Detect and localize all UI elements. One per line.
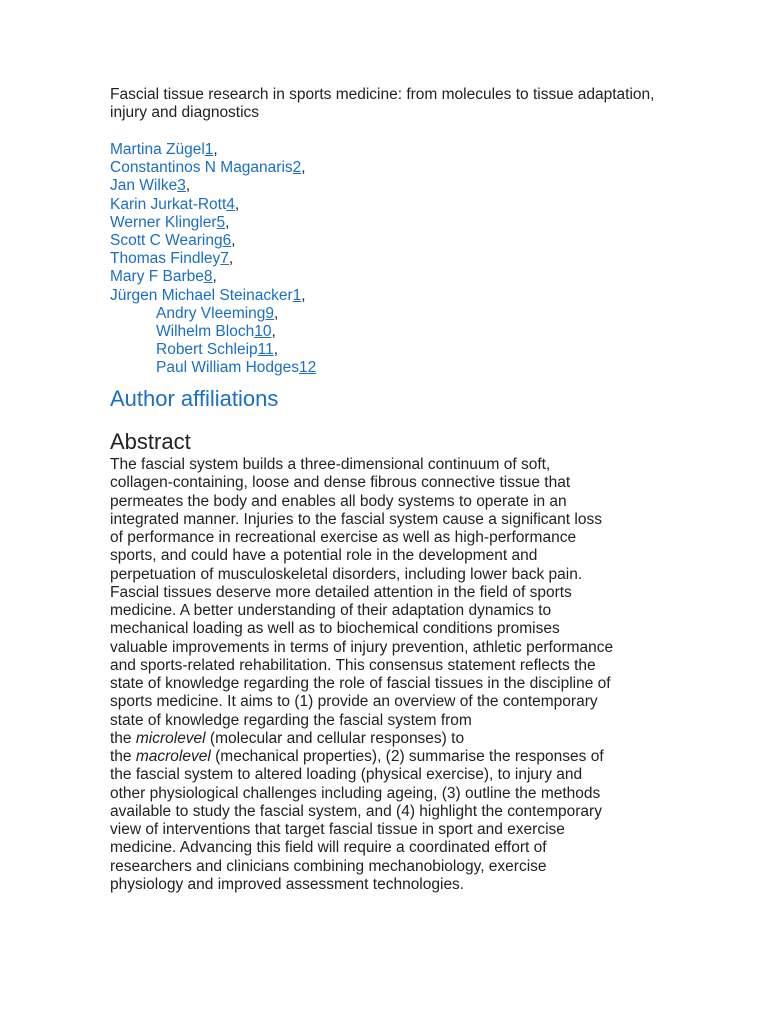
author-name-link[interactable]: Andry Vleeming (156, 304, 266, 322)
author-name-link[interactable]: Jan Wilke (110, 177, 178, 195)
abstract-line: permeates the body and enables all body systems to operate in an (110, 492, 567, 510)
author-name-link[interactable]: Karin Jurkat-Rott (110, 195, 227, 213)
abstract-line: the fascial system to altered loading (physical exercise), to injury and (110, 766, 583, 784)
abstract-line: of performance in recreational exercise as well as high-performance (110, 529, 577, 546)
author-affiliations-link[interactable]: Author affiliations (110, 386, 279, 411)
author-separator: , (301, 286, 306, 304)
author-entry (110, 250, 233, 268)
author-name-link[interactable]: Wilhelm Bloch (156, 322, 255, 340)
abstract-line: researchers and clinicians combining mechanobiology, exercise (110, 857, 547, 875)
abstract-line: view of interventions that target fascial tissue in sport and exercise (110, 821, 565, 838)
author-name-link[interactable]: Scott C Wearing (110, 231, 223, 249)
abstract-line: valuable improvements in terms of injury prevention, athletic performance (110, 638, 614, 656)
author-separator: , (185, 177, 191, 195)
author-separator: , (271, 322, 276, 340)
abstract-body (110, 456, 658, 894)
author-entry (156, 359, 316, 377)
abstract-line (110, 748, 658, 766)
abstract-text: (molecular and cellular responses) to (205, 729, 465, 747)
affiliation-ref-link[interactable]: 4 (226, 195, 235, 213)
affiliation-ref-link[interactable]: 3 (177, 177, 186, 195)
affiliation-ref-link[interactable]: 12 (299, 359, 317, 377)
affiliation-ref-link[interactable]: 1 (204, 141, 214, 158)
affiliation-ref-link[interactable]: 10 (254, 322, 272, 340)
abstract-heading: Abstract (110, 429, 191, 454)
author-separator: , (212, 268, 217, 286)
affiliation-ref-link[interactable]: 7 (220, 250, 229, 268)
author-separator: , (228, 250, 234, 268)
author-entry (156, 305, 278, 323)
author-entry (110, 232, 236, 250)
author-entry (110, 159, 306, 177)
author-entry (110, 287, 306, 305)
author-separator: , (234, 195, 240, 213)
author-name-link[interactable]: Constantinos N Maganaris (110, 159, 293, 177)
abstract-line: collagen-containing, loose and dense fibrous connective tissue that (110, 474, 571, 492)
author-entry (110, 268, 217, 286)
abstract-line: The fascial system builds a three-dimensional continuum of soft, (110, 456, 551, 473)
author-entry (156, 341, 278, 359)
affiliation-ref-link[interactable]: 6 (222, 231, 232, 249)
author-separator: , (301, 159, 306, 177)
abstract-text: the (110, 748, 136, 765)
author-name-link[interactable]: Martina Zügel (110, 141, 205, 158)
abstract-line: medicine. Advancing this field will require a coordinated effort of (110, 839, 547, 857)
abstract-emphasis: macrolevel (135, 748, 211, 765)
affiliation-ref-link[interactable]: 8 (203, 268, 213, 286)
abstract-line: state of knowledge regarding the role of fascial tissues in the discipline of (110, 675, 611, 692)
author-entry (156, 323, 276, 341)
author-separator: , (213, 141, 218, 158)
author-separator: , (225, 213, 230, 231)
abstract-line (110, 730, 658, 748)
author-name-link[interactable]: Werner Klingler (110, 213, 217, 231)
abstract-line: state of knowledge regarding the fascial system from (110, 711, 472, 729)
abstract-line: Fascial tissues deserve more detailed attention in the field of sports (110, 583, 572, 601)
affiliation-ref-link[interactable]: 2 (292, 159, 302, 177)
abstract-line: sports, and could have a potential role in the development and (110, 547, 538, 565)
abstract-text: the (110, 729, 136, 747)
author-entry (110, 141, 218, 159)
article-title: Fascial tissue research in sports medicine: from molecules to tissue adaptation, injury and diagnostics (110, 86, 655, 121)
author-name-link[interactable]: Jürgen Michael Steinacker (110, 286, 293, 304)
author-name-link[interactable]: Paul William Hodges (156, 359, 299, 377)
affiliation-ref-link[interactable]: 5 (216, 213, 226, 231)
author-entry (110, 214, 229, 232)
abstract-line: physiology and improved assessment technologies. (110, 875, 465, 893)
abstract-line: integrated manner. Injuries to the fascial system cause a significant loss (110, 510, 602, 528)
author-entry (110, 177, 190, 195)
abstract-line: perpetuation of musculoskeletal disorders, including lower back pain. (110, 565, 583, 583)
abstract-line: other physiological challenges including ageing, (3) outline the methods (110, 784, 601, 802)
author-entry (110, 196, 239, 214)
author-separator: , (273, 341, 279, 359)
author-name-link[interactable]: Robert Schleip (156, 341, 258, 359)
author-separator: , (274, 304, 279, 322)
author-name-link[interactable]: Mary F Barbe (110, 268, 204, 286)
abstract-line: and sports-related rehabilitation. This consensus statement reflects the (110, 656, 596, 674)
abstract-line: available to study the fascial system, and (4) highlight the contemporary (110, 802, 602, 820)
author-name-link[interactable]: Thomas Findley (110, 250, 221, 268)
author-separator: , (231, 231, 236, 249)
abstract-line: sports medicine. It aims to (1) provide an overview of the contemporary (110, 693, 598, 711)
abstract-text: (mechanical properties), (2) summarise the responses of (210, 748, 604, 765)
abstract-line: medicine. A better understanding of their adaptation dynamics to (110, 602, 552, 619)
affiliation-ref-link[interactable]: 1 (292, 286, 302, 304)
affiliation-ref-link[interactable]: 9 (265, 304, 275, 322)
abstract-line: mechanical loading as well as to biochemical conditions promises (110, 620, 560, 638)
abstract-emphasis: microlevel (135, 729, 206, 747)
affiliation-ref-link[interactable]: 11 (257, 341, 274, 359)
